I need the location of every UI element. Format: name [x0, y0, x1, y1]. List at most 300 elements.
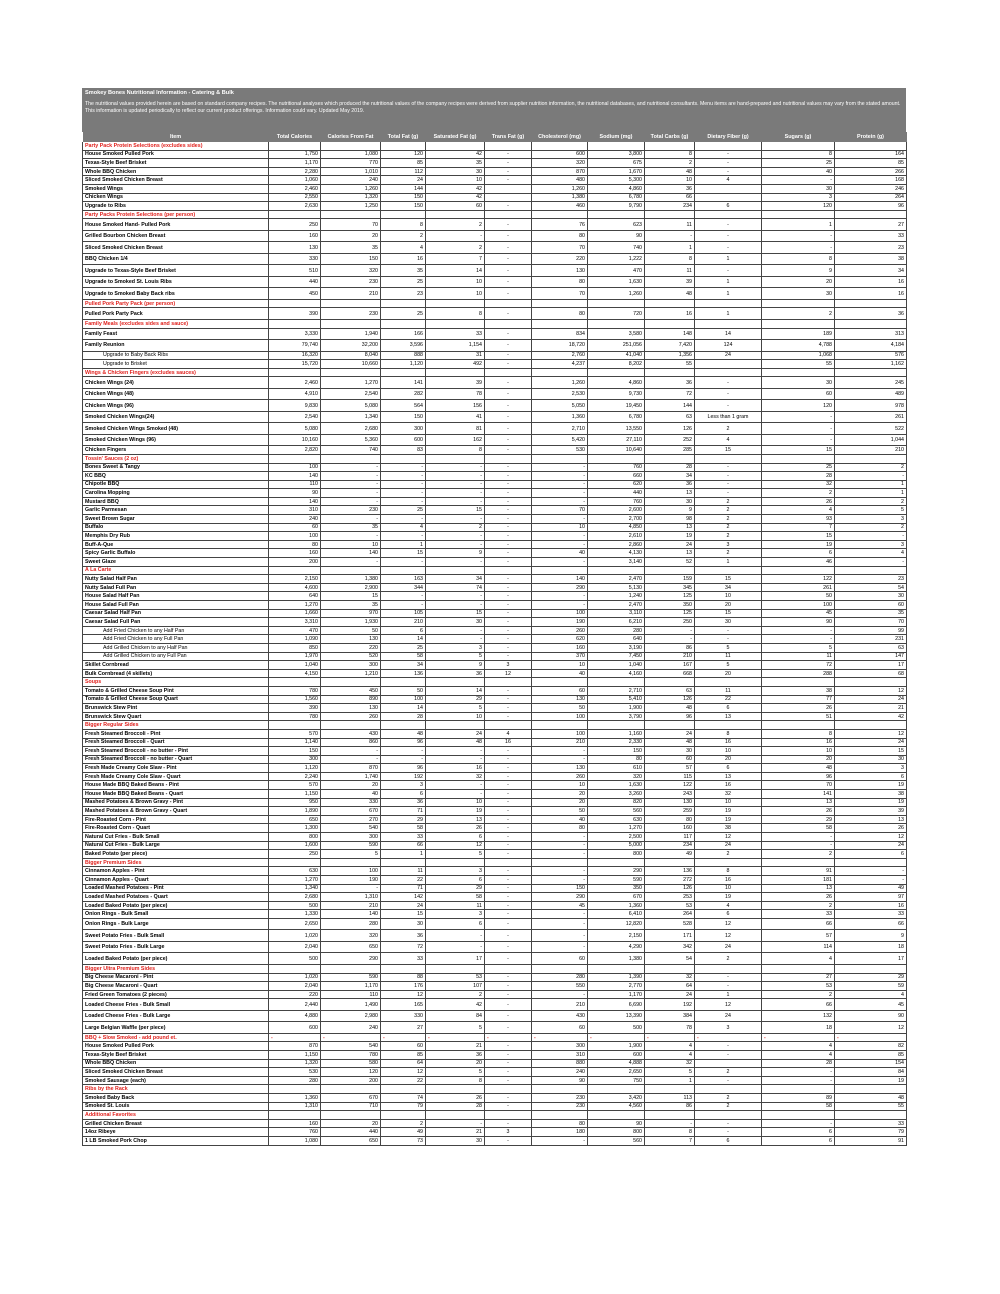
cell-sugars: 66: [762, 918, 835, 930]
section-cell: [485, 299, 532, 308]
section-cell: [485, 368, 532, 377]
cell-fiber: 16: [695, 738, 762, 747]
cell-trans: -: [485, 712, 532, 721]
section-header-row: [83, 1111, 907, 1120]
section-cell: [835, 142, 907, 150]
cell-calories: 140: [269, 497, 321, 506]
cell-fiber: 2: [695, 506, 762, 515]
cell-sodium: 290: [588, 867, 645, 876]
cell-fiber-cholesterol: 430: [532, 1010, 588, 1022]
cell-fiber: -: [695, 635, 762, 644]
item-name: Cinnamon Apples - Pint: [83, 867, 269, 876]
cell-fiber-cholesterol: 18,720: [532, 340, 588, 352]
cell-fiber-cholesterol: 100: [532, 609, 588, 618]
cell-carbs: 9: [645, 506, 695, 515]
item-name: Smoked Baby Back: [83, 1094, 269, 1103]
cell-fiber-cholesterol: 190: [532, 618, 588, 627]
cell-fiber: 24: [695, 351, 762, 360]
cell-sat-fat: -: [426, 930, 485, 942]
cell-sodium: 3,260: [588, 790, 645, 799]
cell-fiber-cholesterol: 80: [532, 230, 588, 242]
cell-protein: 164: [835, 150, 907, 159]
cell-sugars: 8: [762, 729, 835, 738]
cell-sodium: 500: [588, 1022, 645, 1034]
section-cell: [762, 142, 835, 150]
cell-trans: -: [485, 253, 532, 265]
item-name: Loaded Baked Potato (per piece): [83, 901, 269, 910]
cell-sat-fat: 6: [426, 918, 485, 930]
cell-total-fat: 25: [381, 276, 426, 288]
item-name: Cinnamon Apples - Quart: [83, 876, 269, 885]
cell-sugars: 2: [762, 901, 835, 910]
section-cell: [532, 319, 588, 328]
cell-fiber: 19: [695, 815, 762, 824]
section-header-row: [83, 454, 907, 463]
cell-fiber: 15: [695, 575, 762, 584]
item-name: Onion Rings - Bulk Small: [83, 910, 269, 919]
cell-sat-fat: -: [426, 497, 485, 506]
cell-sugars: 48: [762, 764, 835, 773]
cell-trans: -: [485, 575, 532, 584]
cell-total-fat: -: [381, 472, 426, 481]
cell-fiber: 38: [695, 824, 762, 833]
cell-protein: 522: [835, 423, 907, 435]
cell-total-fat: 163: [381, 575, 426, 584]
cell-trans: -: [485, 953, 532, 965]
section-title: A La Carte: [83, 566, 269, 575]
cell-calories: 1,300: [269, 824, 321, 833]
table-row: [83, 1022, 907, 1034]
section-cell: [269, 566, 321, 575]
cell-protein: 45: [835, 999, 907, 1011]
section-cell: [645, 142, 695, 150]
cell-protein: 5: [835, 506, 907, 515]
section-cell: [426, 964, 485, 973]
column-header-fat-calories: Calories From Fat: [321, 132, 381, 142]
cell-calories: 570: [269, 781, 321, 790]
item-name: Brunswick Stew Quart: [83, 712, 269, 721]
cell-fat-calories: 230: [321, 308, 381, 320]
cell-sat-fat: 42: [426, 150, 485, 159]
cell-sodium: 1,380: [588, 953, 645, 965]
cell-protein: 1,162: [835, 360, 907, 369]
cell-fiber: 16: [695, 876, 762, 885]
cell-protein: -: [835, 532, 907, 541]
cell-fat-calories: 1,010: [321, 167, 381, 176]
cell-fat-calories: 520: [321, 652, 381, 661]
cell-fat-calories: 130: [321, 635, 381, 644]
cell-fiber-cholesterol: 1,260: [532, 377, 588, 389]
cell-fat-calories: 8,040: [321, 351, 381, 360]
cell-fiber-cholesterol: 150: [532, 884, 588, 893]
cell-carbs: 144: [645, 400, 695, 412]
cell-total-fat: 150: [381, 411, 426, 423]
cell-carbs: 117: [645, 833, 695, 842]
cell-fiber-cholesterol: 180: [532, 1128, 588, 1137]
disclaimer-text: The nutritional values provided herein are based on standard company recipes. The nutritional analyses which produced the nutritional values of the company recipes were derived from supplier nutrition information, the nutritional databases, and nutritional consultants. Menu items are hand-prepared and nutritional values may vary from the stated amount. This information is updated periodically to reflect our current product offerings. Information could vary. Updated May 2019.: [85, 101, 901, 114]
cell-total-fat: 165: [381, 999, 426, 1011]
cell-fat-calories: 330: [321, 798, 381, 807]
cell-fat-calories: 1,740: [321, 772, 381, 781]
cell-total-fat: 83: [381, 446, 426, 455]
cell-fiber-cholesterol: 10: [532, 661, 588, 670]
cell-fiber-cholesterol: 80: [532, 824, 588, 833]
cell-calories: 2,040: [269, 941, 321, 953]
cell-sodium: 2,770: [588, 982, 645, 991]
cell-sat-fat: 24: [426, 729, 485, 738]
cell-sodium: 4,130: [588, 549, 645, 558]
cell-calories: 2,820: [269, 446, 321, 455]
table-row: [83, 618, 907, 627]
cell-calories: 500: [269, 953, 321, 965]
item-name: Mustard BBQ: [83, 497, 269, 506]
cell-total-fat: 600: [381, 434, 426, 446]
cell-trans: -: [485, 1119, 532, 1128]
cell-protein: 48: [835, 1094, 907, 1103]
cell-trans: -: [485, 918, 532, 930]
cell-calories: 250: [269, 850, 321, 859]
cell-fiber: 6: [695, 1136, 762, 1145]
cell-total-fat: -: [381, 592, 426, 601]
cell-sat-fat: 2: [426, 523, 485, 532]
table-row: [83, 999, 907, 1011]
item-name: Spicy Garlic Buffalo: [83, 549, 269, 558]
cell-fat-calories: 5,080: [321, 400, 381, 412]
item-name: Chicken Wings (96): [83, 400, 269, 412]
cell-trans: -: [485, 1042, 532, 1051]
table-row: [83, 193, 907, 202]
cell-trans: -: [485, 265, 532, 277]
cell-fiber: 10: [695, 798, 762, 807]
section-cell: [695, 142, 762, 150]
cell-sat-fat: 2: [426, 219, 485, 231]
cell-total-fat: -: [381, 755, 426, 764]
cell-fiber-cholesterol: -: [532, 472, 588, 481]
cell-fiber: 5: [695, 661, 762, 670]
section-cell: [588, 721, 645, 730]
cell-sat-fat: -: [426, 480, 485, 489]
cell-calories: 1,150: [269, 1051, 321, 1060]
cell-trans: -: [485, 910, 532, 919]
cell-trans: 4: [485, 729, 532, 738]
cell-sodium: 590: [588, 876, 645, 885]
cell-protein: -: [835, 867, 907, 876]
cell-trans: -: [485, 167, 532, 176]
cell-sodium: 610: [588, 764, 645, 773]
cell-trans: -: [485, 340, 532, 352]
section-cell: [485, 566, 532, 575]
cell-trans: -: [485, 583, 532, 592]
cell-protein: 231: [835, 635, 907, 644]
cell-fat-calories: 1,320: [321, 193, 381, 202]
cell-fiber: 34: [695, 583, 762, 592]
table-row: [83, 973, 907, 982]
column-header-sugars: Sugars (g): [762, 132, 835, 142]
table-row: [83, 686, 907, 695]
cell-total-fat: 85: [381, 1051, 426, 1060]
cell-carbs: 28: [645, 463, 695, 472]
cell-sat-fat: 20: [426, 1059, 485, 1068]
cell-sugars: 33: [762, 910, 835, 919]
section-title: Soups: [83, 678, 269, 687]
section-cell: [762, 454, 835, 463]
section-cell: [426, 210, 485, 219]
cell-sugars: 4: [762, 1042, 835, 1051]
cell-fiber-cholesterol: 5,420: [532, 434, 588, 446]
cell-sodium: 1,900: [588, 1042, 645, 1051]
item-name: Loaded Baked Potato (per piece): [83, 953, 269, 965]
table-row: [83, 253, 907, 265]
cell-sat-fat: -: [426, 635, 485, 644]
cell-fiber-cholesterol: 260: [532, 772, 588, 781]
cell-protein: 24: [835, 695, 907, 704]
cell-fat-calories: 1,080: [321, 150, 381, 159]
column-header-fiber-cholesterol: Cholesterol (mg): [532, 132, 588, 142]
item-name: Fried Green Tomatoes (2 pieces): [83, 990, 269, 999]
cell-sugars: 45: [762, 609, 835, 618]
item-name: Family Feast: [83, 328, 269, 340]
item-name: Onion Rings - Bulk Large: [83, 918, 269, 930]
section-cell: [532, 299, 588, 308]
cell-sugars: 7: [762, 523, 835, 532]
section-title: BBQ + Slow Smoked - add pound et.: [83, 1033, 269, 1042]
cell-carbs: 54: [645, 953, 695, 965]
cell-sodium: 2,330: [588, 738, 645, 747]
cell-trans: -: [485, 202, 532, 211]
cell-fiber: 10: [695, 747, 762, 756]
cell-sodium: 6,780: [588, 193, 645, 202]
section-cell: [762, 299, 835, 308]
cell-sugars: -: [762, 230, 835, 242]
cell-trans: -: [485, 515, 532, 524]
cell-sugars: 55: [762, 360, 835, 369]
table-row: [83, 841, 907, 850]
cell-sodium: 9,790: [588, 202, 645, 211]
cell-sodium: 720: [588, 308, 645, 320]
cell-fat-calories: 190: [321, 876, 381, 885]
cell-sugars: 1: [762, 219, 835, 231]
cell-fiber: 124: [695, 340, 762, 352]
cell-total-fat: 28: [381, 712, 426, 721]
cell-total-fat: 49: [381, 1128, 426, 1137]
cell-protein: 29: [835, 973, 907, 982]
cell-sugars: 10: [762, 747, 835, 756]
cell-sat-fat: 28: [426, 1102, 485, 1111]
cell-trans: -: [485, 990, 532, 999]
cell-protein: 147: [835, 652, 907, 661]
cell-fiber-cholesterol: 10: [532, 523, 588, 532]
cell-fat-calories: 710: [321, 1102, 381, 1111]
section-cell: [645, 566, 695, 575]
cell-protein: 210: [835, 446, 907, 455]
cell-calories: 1,600: [269, 841, 321, 850]
cell-fiber: 2: [695, 532, 762, 541]
cell-sodium: 760: [588, 497, 645, 506]
section-cell: [321, 1111, 381, 1120]
cell-carbs: 86: [645, 1102, 695, 1111]
cell-fat-calories: 1,380: [321, 575, 381, 584]
cell-total-fat: 16: [381, 253, 426, 265]
cell-sat-fat: -: [426, 1119, 485, 1128]
cell-carbs: 49: [645, 850, 695, 859]
item-name: Add Grilled Chicken to any Half Pan: [83, 643, 269, 652]
cell-protein: 85: [835, 159, 907, 168]
table-row: [83, 265, 907, 277]
cell-sodium: 2,860: [588, 540, 645, 549]
cell-fiber-cholesterol: 90: [532, 1076, 588, 1085]
cell-sodium: 4,290: [588, 941, 645, 953]
cell-fiber-cholesterol: 80: [532, 308, 588, 320]
cell-fat-calories: 100: [321, 867, 381, 876]
table-row: [83, 695, 907, 704]
cell-carbs: 13: [645, 549, 695, 558]
cell-sugars: -: [762, 635, 835, 644]
cell-fiber-cholesterol: 210: [532, 738, 588, 747]
cell-sat-fat: 5: [426, 1068, 485, 1077]
cell-carbs: 64: [645, 982, 695, 991]
table-row: [83, 411, 907, 423]
cell-sat-fat: -: [426, 472, 485, 481]
cell-calories: 630: [269, 867, 321, 876]
cell-protein: 168: [835, 176, 907, 185]
cell-sat-fat: 48: [426, 738, 485, 747]
cell-protein: 21: [835, 704, 907, 713]
section-title: Pulled Pork Party Pack (per person): [83, 299, 269, 308]
cell-protein: 12: [835, 729, 907, 738]
cell-sat-fat: 7: [426, 253, 485, 265]
cell-carbs: 80: [645, 815, 695, 824]
item-name: Smoked Wings: [83, 184, 269, 193]
cell-fat-calories: 35: [321, 242, 381, 254]
cell-fat-calories: 230: [321, 506, 381, 515]
cell-sugars: 13: [762, 884, 835, 893]
section-cell: [588, 1111, 645, 1120]
cell-fiber: -: [695, 219, 762, 231]
table-row: [83, 523, 907, 532]
cell-protein: 2: [835, 463, 907, 472]
cell-fiber-cholesterol: 230: [532, 1094, 588, 1103]
cell-fat-calories: 130: [321, 704, 381, 713]
cell-sat-fat: -: [426, 747, 485, 756]
section-cell: [321, 721, 381, 730]
cell-carbs: 113: [645, 1094, 695, 1103]
cell-trans: -: [485, 772, 532, 781]
cell-fiber: [695, 193, 762, 202]
cell-sat-fat: 14: [426, 686, 485, 695]
table-row: [83, 1094, 907, 1103]
cell-fiber-cholesterol: 240: [532, 1068, 588, 1077]
cell-sugars: 28: [762, 472, 835, 481]
cell-carbs: 96: [645, 712, 695, 721]
section-cell: [835, 964, 907, 973]
section-header-row: [83, 721, 907, 730]
cell-carbs: 136: [645, 867, 695, 876]
cell-sodium: 2,610: [588, 532, 645, 541]
cell-fat-calories: 860: [321, 738, 381, 747]
cell-sodium: 7,450: [588, 652, 645, 661]
cell-protein: 3: [835, 540, 907, 549]
cell-carbs: 171: [645, 930, 695, 942]
cell-sugars: 261: [762, 583, 835, 592]
cell-calories: 2,040: [269, 982, 321, 991]
cell-sugars: 20: [762, 755, 835, 764]
section-cell: [645, 858, 695, 867]
table-row: [83, 930, 907, 942]
table-row: [83, 876, 907, 885]
cell-fat-calories: 320: [321, 265, 381, 277]
cell-fat-calories: 1,340: [321, 411, 381, 423]
cell-fiber-cholesterol: 530: [532, 446, 588, 455]
item-name: Sweet Brown Sugar: [83, 515, 269, 524]
cell-protein: 96: [835, 202, 907, 211]
cell-carbs: 253: [645, 893, 695, 902]
cell-calories: 760: [269, 1128, 321, 1137]
section-cell: -: [532, 1033, 588, 1042]
cell-sat-fat: -: [426, 601, 485, 610]
cell-calories: 1,020: [269, 930, 321, 942]
cell-total-fat: 22: [381, 1076, 426, 1085]
cell-protein: 38: [835, 253, 907, 265]
section-cell: [485, 964, 532, 973]
section-cell: [532, 368, 588, 377]
cell-protein: 38: [835, 790, 907, 799]
column-header-carbs: Total Carbs (g): [645, 132, 695, 142]
cell-trans: -: [485, 930, 532, 942]
cell-fiber-cholesterol: -: [532, 558, 588, 567]
cell-sugars: -: [762, 1076, 835, 1085]
cell-fiber-cholesterol: 160: [532, 643, 588, 652]
cell-fiber: 12: [695, 833, 762, 842]
cell-calories: 60: [269, 523, 321, 532]
cell-trans: -: [485, 686, 532, 695]
cell-total-fat: 888: [381, 351, 426, 360]
cell-sugars: 51: [762, 712, 835, 721]
cell-total-fat: -: [381, 515, 426, 524]
cell-trans: -: [485, 893, 532, 902]
cell-carbs: 342: [645, 941, 695, 953]
cell-sodium: 800: [588, 850, 645, 859]
cell-protein: 49: [835, 884, 907, 893]
cell-protein: 70: [835, 618, 907, 627]
section-cell: [835, 721, 907, 730]
cell-sodium: 560: [588, 807, 645, 816]
cell-sodium: 440: [588, 489, 645, 498]
cell-trans: -: [485, 1010, 532, 1022]
cell-protein: 9: [835, 930, 907, 942]
cell-trans: -: [485, 411, 532, 423]
cell-carbs: 30: [645, 497, 695, 506]
cell-sugars: 2: [762, 990, 835, 999]
cell-calories: 600: [269, 1022, 321, 1034]
item-name: Sliced Smoked Chicken Breast: [83, 242, 269, 254]
section-cell: [695, 1111, 762, 1120]
cell-sat-fat: 10: [426, 712, 485, 721]
cell-total-fat: 192: [381, 772, 426, 781]
cell-total-fat: 136: [381, 669, 426, 678]
section-cell: [835, 858, 907, 867]
cell-sodium: 470: [588, 265, 645, 277]
cell-total-fat: 58: [381, 652, 426, 661]
section-title: Ribs by the Rack: [83, 1085, 269, 1094]
cell-calories: 5,080: [269, 423, 321, 435]
cell-fiber-cholesterol: 290: [532, 583, 588, 592]
cell-sat-fat: 492: [426, 360, 485, 369]
cell-sugars: 2: [762, 308, 835, 320]
cell-calories: 1,150: [269, 790, 321, 799]
cell-fiber-cholesterol: 60: [532, 686, 588, 695]
section-cell: [762, 319, 835, 328]
table-row: [83, 351, 907, 360]
